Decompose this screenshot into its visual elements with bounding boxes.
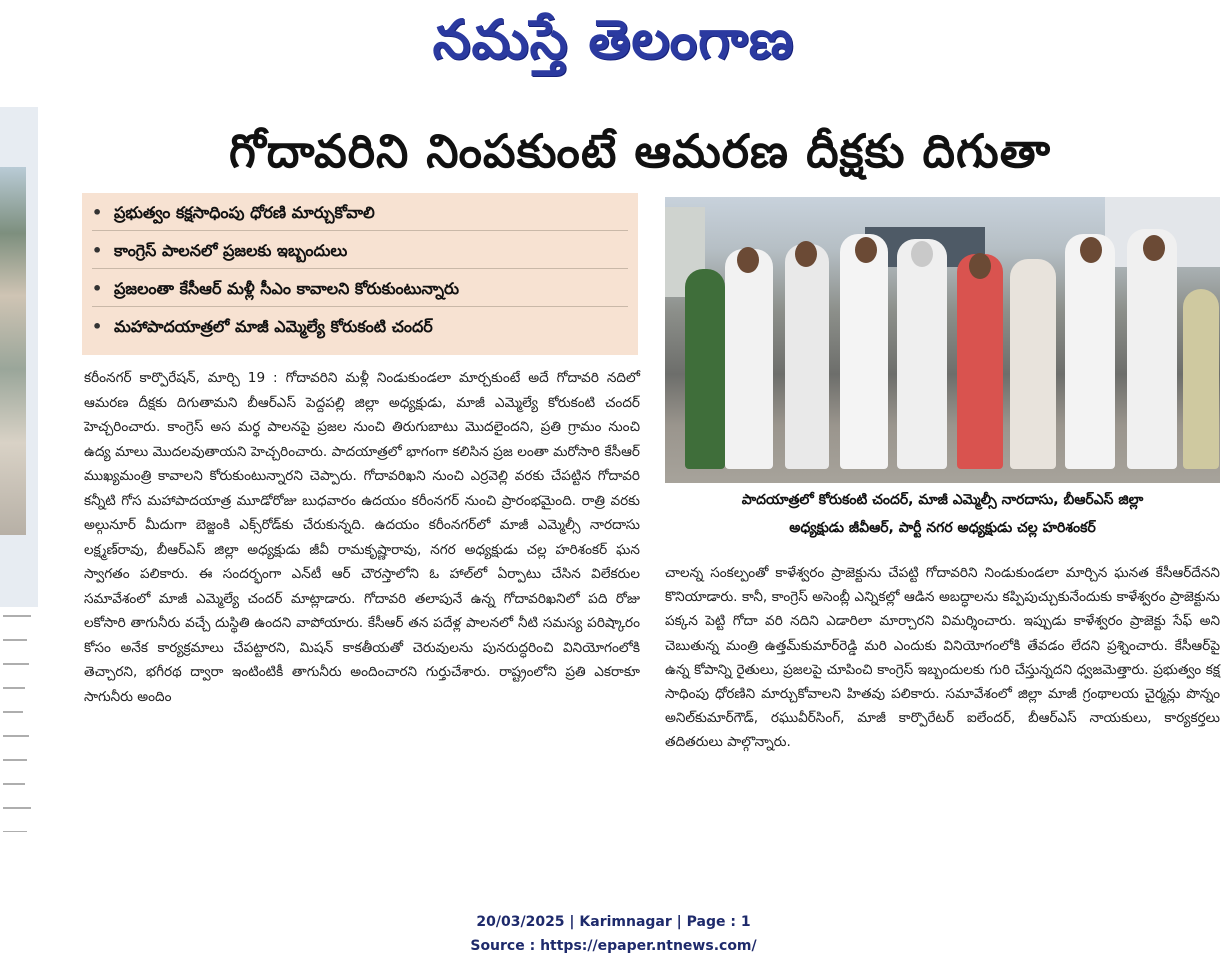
highlight-text: మహాపాదయాత్రలో మాజీ ఎమ్మెల్యే కోరుకంటి చందర్ — [114, 317, 433, 336]
body-line: మర్థ పాలనపై ప్రజల నుంచి తిరుగుబాటు మొదలైందని, ప్రతి గ్రామం నుంచి ఉద్య — [84, 419, 640, 460]
body-line: నగర అధ్యక్షుడు చల్ల హరిశంకర్ ఘన స్వాగతం పలికారు. ఈ సందర్భంగా ఎన్‌టీ — [84, 541, 640, 582]
body-line: మాలు మొదలవుతాయని హెచ్చరించారు. పాదయాత్రలో భాగంగా కలిసిన ప్రజ — [115, 443, 513, 460]
highlights-box — [82, 193, 638, 355]
body-line: లేదని ప్రశ్నించారు. కేసీఆర్‌పై ఉన్న కోపాన్ని రైతులు, ప్రజలపై చూపించి కాంగ్రెస్ — [665, 637, 1221, 678]
body-line: వరి నదిని ఎడారిలా మార్చారని విమర్శించారు. ఇప్పుడు కాళేశ్వరం ప్రాజెక్టు సేఫ్ — [765, 613, 1193, 630]
body-line: జిల్లా అధ్యక్షుడు, మాజీ ఎమ్మెల్యే కోరుకంటి చందర్ హెచ్చరించారు. కాంగ్రెస్ అస — [84, 394, 640, 435]
body-line: ఎమ్మెల్యే చందర్ మాట్లాడారు. గోదావరి తలాపునే ఉన్న గోదావరిఖనిలో పది రోజు — [195, 590, 640, 607]
body-line: తాగునీరు అందించారని గుర్తుచేశారు. రాష్ట్రంలోని ప్రతి ఎకరాకూ సాగునీరు అందిం — [84, 664, 640, 705]
adjacent-article-strip — [0, 107, 38, 832]
body-line: మూడోరోజు బుధవారం ఉదయం కరీంనగర్ నుంచి ప్రారంభమైంది. రాత్రి వరకు — [236, 492, 640, 509]
edition-info: 20/03/2025 | Karimnagar | Page : 1 — [476, 914, 751, 930]
body-line: ఇబ్బందులకు గురి చేస్తున్నదని ధ్వజమెత్తారు. ప్రభుత్వం కక్ష సాధింపు ధోరణిని — [665, 661, 1220, 703]
body-line: ఆడిన అబద్ధాలను కప్పిపుచ్చుకునేందుకు కాళేశ్వరం ప్రాజెక్టును పక్కన పెట్టి గోదా — [665, 589, 1220, 630]
highlight-text: ప్రభుత్వం కక్షసాధింపు ధోరణి మార్చుకోవాలి — [114, 203, 375, 222]
body-line: నీటి సమస్య పరిష్కారం కోసం అనేక కార్యక్రమాలు చేపట్టారని, మిషన్ కాకతీయతో — [84, 615, 640, 656]
article-body-column-2 — [665, 561, 1220, 841]
body-line: అని చెబుతున్న మంత్రి ఉత్తమ్‌కుమార్‌రెడ్డి మరి ఎందుకు వినియోగంలోకి తేవడం — [665, 613, 1221, 654]
article-headline: గోదావరిని నింపకుంటే ఆమరణ దీక్షకు దిగుతా — [228, 124, 1051, 178]
source-link[interactable]: Source : https://epaper.ntnews.com/ — [470, 938, 757, 954]
body-line: లంతా మరోసారి కేసీఆర్ ముఖ్యమంత్రి కావాలని కోరుకుంటున్నారని చెప్పారు. — [84, 443, 640, 484]
caption-line: అధ్యక్షుడు జీవీఆర్, పార్టీ నగర అధ్యక్షుడు చల్ల హరిశంకర్ — [789, 520, 1096, 536]
body-line: చెరువులను పునరుద్ధరించి వినియోగంలోకి తెచ్చారని, భగీరథ ద్వారా ఇంటింటికీ — [84, 639, 641, 680]
article-body-column-1 — [84, 366, 640, 836]
highlight-item: • కాంగ్రెస్ పాలనలో ప్రజలకు ఇబ్బందులు — [92, 233, 628, 269]
body-line: గోదావరిఖని నుంచి ఎర్రవెల్లి వరకు చేపట్టిన గోదావరి కన్నీటి గోస మహాపాదయాత్ర — [84, 468, 640, 509]
body-line: మార్చుకోవాలని హితవు పలికారు. సమావేశంలో జిల్లా మాజీ గ్రంథాలయ చైర్మన్లు — [761, 686, 1181, 703]
highlight-item: • ప్రజలంతా కేసీఆర్ మళ్లీ సీఎం కావాలని కోరుకుంటున్నారు — [92, 271, 628, 307]
highlight-item: • మహాపాదయాత్రలో మాజీ ఎమ్మెల్యే కోరుకంటి చందర్ — [92, 317, 433, 336]
adjacent-article-photo — [0, 167, 26, 535]
body-line: పొన్నం అనిల్‌కుమార్‌గౌడ్, రఘువీర్‌సింగ్, మాజీ కార్పొరేటర్ ఐలేందర్, బీఆర్ఎస్ — [665, 686, 1220, 727]
body-line: లకోసారి తాగునీరు వచ్చే దుస్థితి ఉందని వాపోయారు. కేసీఆర్ తన పదేళ్ల పాలనలో — [84, 615, 514, 631]
photo-caption — [665, 486, 1220, 548]
rally-photo — [665, 197, 1220, 483]
body-line: అల్గునూర్ మీదుగా బెజ్జంకి ఎక్స్‌రోడ్‌కు చేరుకున్నది. ఉదయం కరీంనగర్‌లో మాజీ — [84, 517, 529, 533]
body-line: మార్చకుంటే అదే గోదావరి నదిలో ఆమరణ దీక్షకు దిగుతామని బీఆర్ఎస్ పెద్దపల్లి — [84, 370, 640, 411]
caption-line: పాదయాత్రలో కోరుకంటి చందర్, మాజీ ఎమ్మెల్సీ నారదాసు, బీఆర్ఎస్ జిల్లా — [741, 492, 1144, 508]
body-line: ఆర్ చౌరస్తాలోని ఓ హాల్‌లో ఏర్పాటు చేసిన విలేకరుల సమావేశంలో మాజీ — [84, 566, 640, 607]
body-line: కరీంనగర్ కార్పొరేషన్, మార్చి 19 : గోదావరిని మళ్లీ నిండుకుండలా — [84, 370, 452, 386]
highlight-text: కాంగ్రెస్ పాలనలో ప్రజలకు ఇబ్బందులు — [114, 241, 348, 260]
highlight-text: ప్రజలంతా కేసీఆర్ మళ్లీ సీఎం కావాలని కోరుకుంటున్నారు — [114, 279, 460, 298]
body-line: నాయకులు, కార్యకర్తలు తదితరులు పాల్గొన్నారు. — [665, 710, 1220, 751]
body-line: ఎమ్మెల్సీ నారదాసు లక్ష్మణ్‌రావు, బీఆర్ఎస్ జిల్లా అధ్యక్షుడు జీవీ రామకృష్ణారావు, — [84, 517, 640, 558]
newspaper-masthead: నమస్తే తెలంగాణ — [432, 7, 795, 71]
highlight-item: • ప్రభుత్వం కక్షసాధింపు ధోరణి మార్చుకోవాలి — [92, 195, 628, 231]
adjacent-article-text — [0, 607, 38, 832]
body-line: మార్చిన ఘనత కేసీఆర్‌దేనని కొనియాడారు. కానీ, కాంగ్రెస్ అసెంబ్లీ ఎన్నికల్లో — [665, 565, 1220, 606]
body-line: చాలన్న సంకల్పంతో కాళేశ్వరం ప్రాజెక్టును చేపట్టి గోదావరిని నిండుకుండలా — [665, 565, 1059, 581]
